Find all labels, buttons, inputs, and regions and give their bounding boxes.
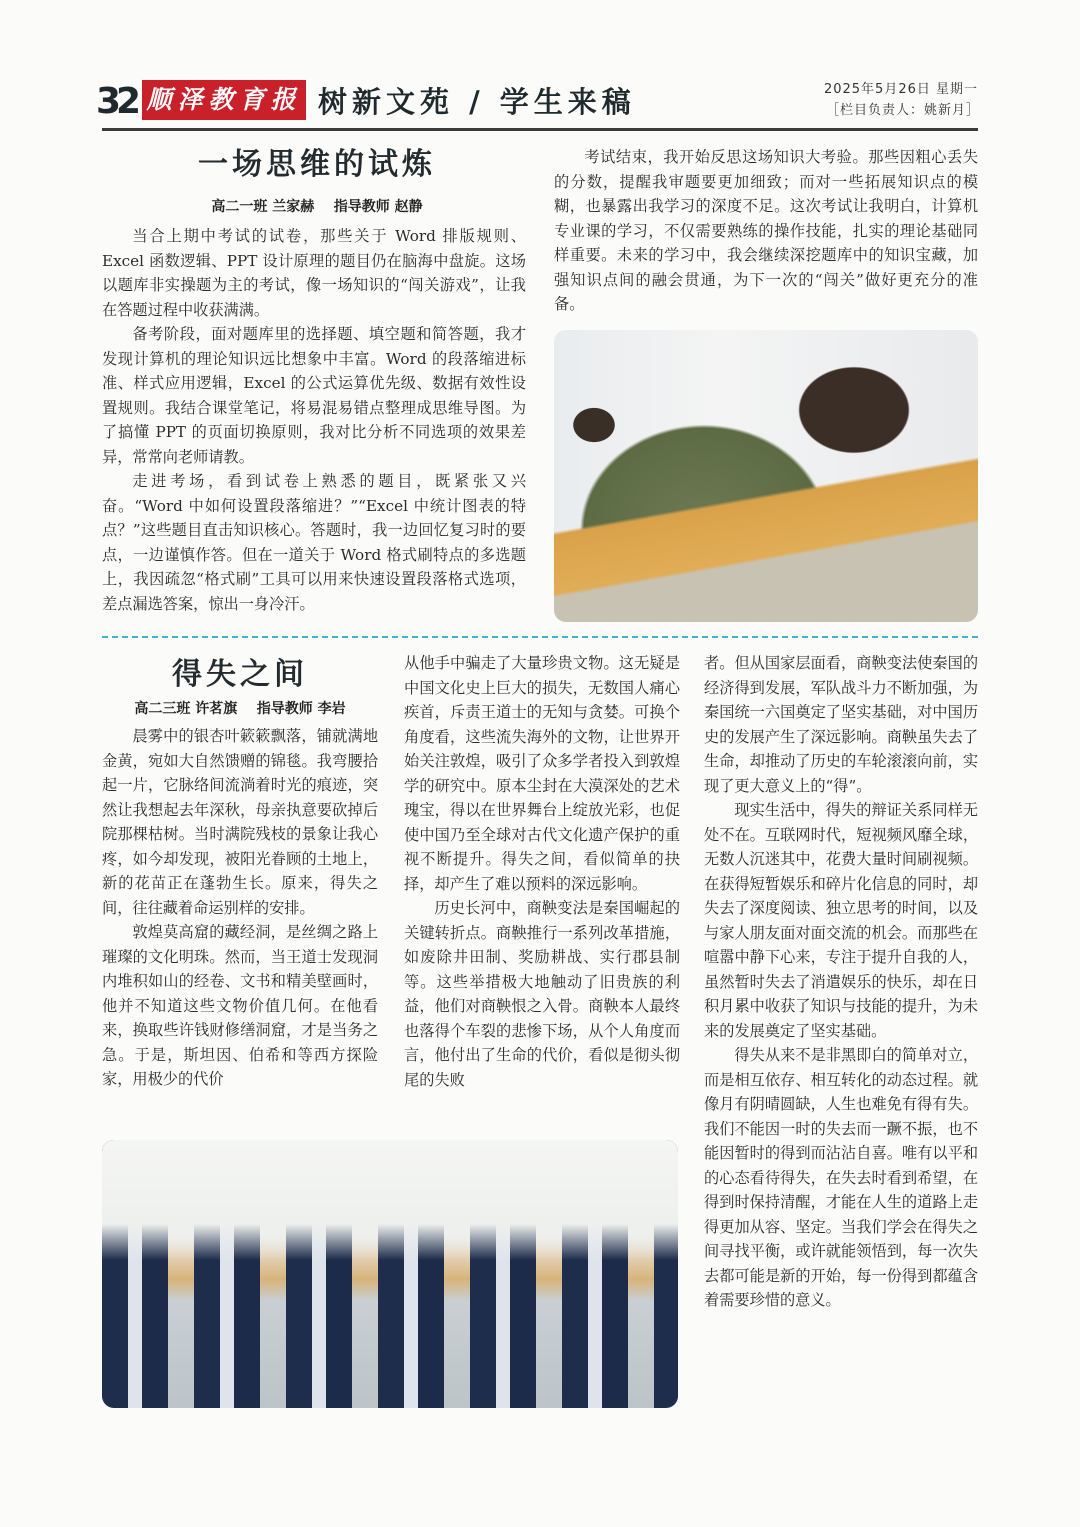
issue-date: 2025年5月26日 星期一: [823, 82, 978, 97]
paragraph: 考试结束，我开始反思这场知识大考验。那些因粗心丢失的分数，提醒我审题要更加细致；而对一些拓展知识点的模糊，也暴露出我学习的深度不足。这次考试让我明白，计算机专业课的学习，不仅需要熟练的操作技能，扎实的理论基础同样重要。未来的学习中，我会继续深挖题库中的知识宝藏，加强知识点间的融会贯通，为下一次的“闯关”做好更充分的准备。: [554, 148, 978, 313]
photo-wall-background: [102, 1140, 678, 1260]
article1-photo-student-writing-exam: [554, 330, 978, 622]
article2-column-1: [102, 724, 378, 1092]
paragraph: 当合上期中考试的试卷，那些关于 Word 排版规则、Excel 函数逻辑、PPT 设计原理的题目仍在脑海中盘旋。这场以题库非实操题为主的考试，像一场知识的“闯关游戏”，让我在答题过程中收获满满。: [102, 227, 526, 319]
header-rule: [102, 128, 978, 131]
paragraph: 得失从来不是非黑即白的简单对立，而是相互依存、相互转化的动态过程。就像月有阴晴圆缺，人生也难免有得有失。我们不能因一时的失去而一蹶不振，也不能因暂时的得到而沾沾自喜。唯有以平和的心态看待得失，在失去时看到希望，在得到时保持清醒，才能在人生的道路上走得更加从容、坚定。当我们学会在得失之间寻找平衡，或许就能领悟到，每一次失去都可能是新的开始，每一份得到都蕴含着需要珍惜的意义。: [704, 1046, 978, 1309]
section-title: 树新文苑 / 学生来稿: [318, 85, 636, 119]
paragraph: 从他手中骗走了大量珍贵文物。这无疑是中国文化史上巨大的损失，无数国人痛心疾首，斥责王道士的无知与贪婪。可换个角度看，这些流失海外的文物，让世界开始关注敦煌，吸引了众多学者投入到敦煌学的研究中。原本尘封在大漠深处的艺术瑰宝，得以在世界舞台上绽放光彩，也促使中国乃至全球对古代文化遗产保护的重视不断提升。得失之间，看似简单的抉择，却产生了难以预料的深远影响。: [404, 654, 680, 893]
article1-byline: 高二一班 兰家赫 指导教师 赵静: [211, 199, 423, 215]
article1-title: 一场思维的试炼: [198, 147, 436, 182]
newspaper-logo: 顺泽教育报: [142, 80, 306, 120]
article2-title: 得失之间: [172, 657, 308, 692]
paragraph: 历史长河中，商鞅变法是秦国崛起的关键转折点。商鞅推行一系列改革措施，如废除井田制、奖励耕战、实行郡县制等。这些举措极大地触动了旧贵族的利益，他们对商鞅恨之入骨。商鞅本人最终也落得个车裂的悲惨下场，从个人角度而言，他付出了生命的代价，看似是彻头彻尾的失败: [404, 899, 680, 1089]
article-divider: [102, 636, 978, 638]
article2-column-2: [404, 651, 680, 1092]
article1-column-2: [554, 145, 978, 317]
paragraph: 现实生活中，得失的辩证关系同样无处不在。互联网时代，短视频风靡全球，无数人沉迷其中，花费大量时间刷视频。在获得短暂娱乐和碎片化信息的同时，却失去了深度阅读、独立思考的时间，以及与家人朋友面对面交流的机会。而那些在喧嚣中静下心来，专注于提升自我的人，虽然暂时失去了消遣娱乐的快乐，却在日积月累中收获了知识与技能的提升，为未来的发展奠定了坚实基础。: [704, 801, 978, 1040]
article1-column-1: [102, 224, 526, 616]
article2-byline: 高二三班 许茗旗 指导教师 李岩: [134, 701, 346, 717]
paragraph: 敦煌莫高窟的藏经洞，是丝绸之路上璀璨的文化明珠。然而，当王道士发现洞内堆积如山的经卷、文书和精美壁画时，他并不知道这些文物价值几何。在他看来，换取些许钱财修缮洞窟，才是当务之急。于是，斯坦因、伯希和等西方探险家，用极少的代价: [102, 923, 378, 1088]
column-editor: ［栏目负责人：姚新月］: [825, 103, 980, 118]
paragraph: 者。但从国家层面看，商鞅变法使秦国的经济得到发展，军队战斗力不断加强，为秦国统一六国奠定了坚实基础，对中国历史的发展产生了深远影响。商鞅虽失去了生命，却推动了历史的车轮滚滚向前，实现了更大意义上的“得”。: [704, 654, 978, 795]
article2-column-3: [704, 651, 978, 1313]
paragraph: 走进考场，看到试卷上熟悉的题目，既紧张又兴奋。“Word 中如何设置段落缩进？”“Excel 中统计图表的特点？”这些题目直击知识核心。答题时，我一边回忆复习时的要点，一边谨慎作答。但在一道关于 Word 格式刷特点的多选题上，我因疏忽“格式刷”工具可以用来快速设置段落格式选项，差点漏选答案，惊出一身冷汗。: [102, 472, 526, 613]
paragraph: 晨雾中的银杏叶簌簌飘落，铺就满地金黄，宛如大自然馈赠的锦毯。我弯腰拾起一片，它脉络间流淌着时光的痕迹，突然让我想起去年深秋，母亲执意要砍掉后院那棵枯树。当时满院残枝的景象让我心疼，如今却发现，被阳光眷顾的土地上，新的花苗正在蓬勃生长。原来，得失之间，往往藏着命运别样的安排。: [102, 727, 378, 917]
paragraph: 备考阶段，面对题库里的选择题、填空题和简答题，我才发现计算机的理论知识远比想象中丰富。Word 的段落缩进标准、样式应用逻辑，Excel 的公式运算优先级、数据有效性设置规则。我结合课堂笔记，将易混易错点整理成思维导图。为了搞懂 PPT 的页面切换原则，我对比分析不同选项的效果差异，常常向老师请教。: [102, 325, 526, 466]
page-number: 32: [96, 81, 137, 122]
